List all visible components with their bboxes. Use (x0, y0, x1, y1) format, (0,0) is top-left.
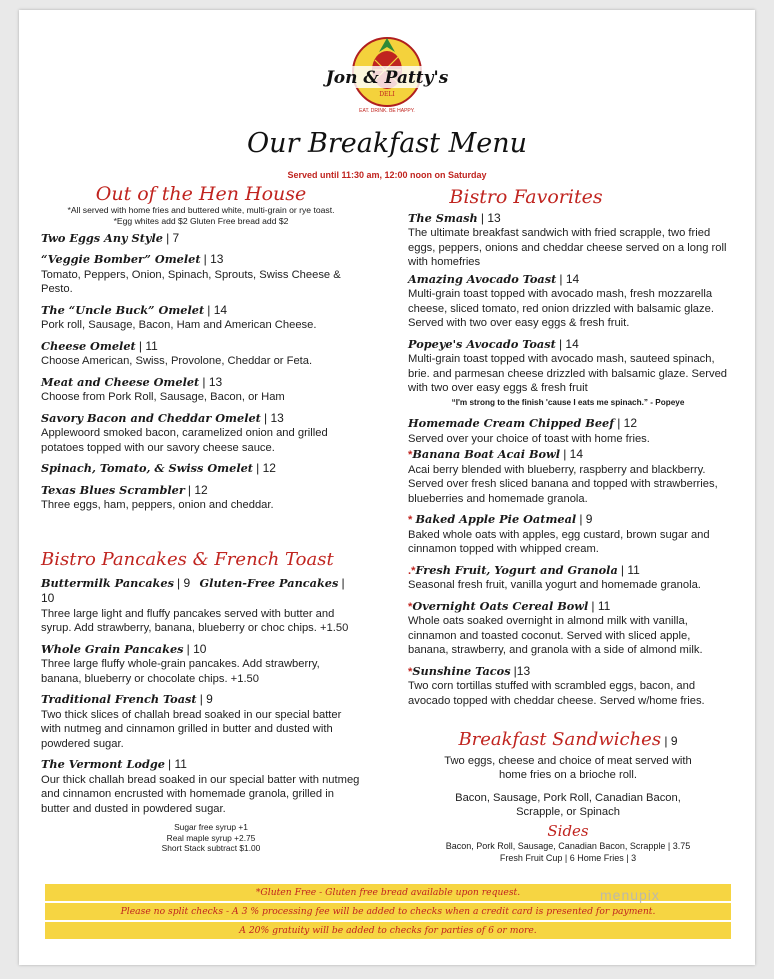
item-name: Banana Boat Acai Bowl (412, 447, 561, 461)
item-name: Buttermilk Pancakes (41, 575, 174, 590)
item-star: .* (408, 564, 416, 577)
item-name: Baked Apple Pie Oatmeal (415, 512, 577, 526)
item-star: * (408, 449, 413, 461)
item-price: 11 (145, 338, 158, 353)
item-desc: Baked whole oats with apples, egg custard, brown sugar and cinnamon topped with whipped cream. (408, 528, 710, 555)
sides-title: Sides (547, 821, 589, 840)
item-desc: Three large light and fluffy pancakes served with butter and syrup. Add strawberry, banana, blueberry or choc chips. +1.50 (41, 607, 349, 634)
item-name: Cheese Omelet (41, 338, 136, 353)
item-desc: Our thick challah bread soaked in our special batter with nutmeg and cinnamon encrusted with homemade granola, grilled in butter and dusted in powdered sugar. (41, 773, 360, 815)
item-name: The Vermont Lodge (41, 757, 165, 771)
item-price: 10 (193, 641, 207, 656)
restaurant-logo (325, 28, 449, 123)
watermark: menupix (600, 887, 660, 903)
sides-line: Fresh Fruit Cup | 6 Home Fries | 3 (499, 853, 637, 863)
item-price: 11 (597, 598, 611, 613)
item-price: 13 (208, 374, 223, 389)
extra-note: Sugar free syrup +1 (174, 822, 248, 832)
item-desc: Multi-grain toast topped with avocado mash, fresh mozzarella cheese, sliced tomato, red onion drizzled with balsamic glaze. Served with two over easy eggs & fresh fruit. (408, 288, 714, 329)
item-name: Spinach, Tomato, & Swiss Omelet (41, 461, 254, 475)
menu-item: Spinach, Tomato, & Swiss Omelet | 12 (41, 461, 276, 475)
item-price: 13 (487, 210, 501, 225)
menu-item: * Baked Apple Pie Oatmeal | 9 Baked whole oats with apples, egg custard, brown sugar and cinnamon topped with whipped cream. (408, 512, 728, 557)
pancakes-title: Bistro Pancakes & French Toast (41, 549, 334, 570)
sides-line: Bacon, Pork Roll, Sausage, Canadian Bacon, Scrapple | 3.75 (445, 841, 691, 851)
logo-name: Jon & Patty's (325, 68, 449, 88)
item-name: Savory Bacon and Cheddar Omelet (41, 410, 261, 425)
item-price: 13 (516, 663, 531, 678)
menu-item: .*Fresh Fruit, Yogurt and Granola | 11 Seasonal fresh fruit, vanilla yogurt and homemade granola. (408, 563, 728, 593)
served-hours: Served until 11:30 am, 12:00 noon on Saturday (287, 170, 487, 180)
extra-note: Real maple syrup +2.75 (166, 832, 256, 843)
menu-item: Amazing Avocado Toast | 14 Multi-grain toast topped with avocado mash, fresh mozzarella cheese, sliced tomato, red onion drizzled with balsamic glaze. Served with two over easy eggs & fresh fruit. (408, 272, 728, 331)
menu-item: The Vermont Lodge | 11 Our thick challah bread soaked in our special batter with nutmeg and cinnamon encrusted with homemade granola, grilled in butter and dusted in powdered sugar. (41, 757, 360, 815)
logo-tagline: EAT. DRINK. BE HAPPY. (359, 108, 415, 114)
item-desc: Applewoord smoked bacon, caramelized onion and grilled potatoes topped with our savory cheese sauce. (41, 427, 328, 454)
gluten-free-banner: *Gluten Free - Gluten free bread available upon request. (45, 884, 731, 901)
item-name: Popeye's Avocado Toast (408, 336, 556, 351)
split-checks-banner: Please no split checks - A 3 % processing fee will be added to checks when a credit card is presented for payment. (45, 903, 731, 920)
item-star: * (408, 514, 416, 526)
item-desc: Three eggs, ham, peppers, onion and cheddar. (41, 499, 274, 511)
item-price: 14 (565, 336, 579, 351)
item-desc: The ultimate breakfast sandwich with fried scrapple, two fried eggs, peppers, onions and cheddar cheese served on a long roll with homefries (408, 227, 727, 268)
quote-attribution: - Popeye (650, 397, 685, 407)
bistro-title: Bistro Favorites (449, 186, 603, 208)
hen-house-section (41, 183, 361, 513)
item-desc: Acai berry blended with blueberry, raspberry and blackberry. Served over fresh sliced banana and topped with strawberries, blueberries and homemade granola. (408, 463, 718, 505)
bistro-section (408, 186, 728, 708)
item-price: 7 (172, 230, 180, 245)
item-desc: Seasonal fresh fruit, vanilla yogurt and homemade granola. (408, 579, 701, 591)
menu-item: *Overnight Oats Cereal Bowl | 11 Whole oats soaked overnight in almond milk with vanilla, cinnamon and toasted coconut. Served with sliced apple, banana, strawberry, and granola with a side of almond milk. (408, 599, 728, 658)
item-desc: Two thick slices of challah bread soaked in our special batter with nutmeg and cinnamon grilled in butter and dusted with powdered sugar. (41, 708, 342, 750)
menu-item: *Sunshine Tacos |13 Two corn tortillas stuffed with scrambled eggs, bacon, and avocado topped with cheddar cheese. Served w/home fries. (408, 664, 728, 709)
item-price: 11 (174, 757, 187, 771)
sandwiches-price: 9 (670, 734, 678, 748)
item-price: 14 (569, 447, 583, 461)
item-name: Overnight Oats Cereal Bowl (412, 598, 589, 613)
menu-item: Traditional French Toast | 9 Two thick slices of challah bread soaked in our special batter with nutmeg and cinnamon grilled in butter and dusted with powdered sugar. (41, 692, 361, 751)
item-desc: Choose American, Swiss, Provolone, Cheddar or Feta. (41, 355, 313, 367)
popeye-quote (408, 396, 728, 411)
menu-item: Meat and Cheese Omelet | 13 Choose from Pork Roll, Sausage, Bacon, or Ham (41, 375, 361, 405)
item-desc: Pork roll, Sausage, Bacon, Ham and American Cheese. (41, 319, 317, 331)
item-name: Texas Blues Scrambler (41, 482, 185, 497)
menu-item: *Banana Boat Acai Bowl | 14 Acai berry blended with blueberry, raspberry and blackberry. Served over fresh sliced banana and topped with strawberries, blueberries and homemade granola. (408, 447, 728, 506)
item-price: 12 (262, 461, 276, 475)
item-desc: Multi-grain toast topped with avocado mash, sauteed spinach, brie. and parmesan cheese drizzled with balsamic glaze. Served with two over easy eggs & fresh fruit (408, 353, 728, 394)
item-name: Fresh Fruit, Yogurt and Granola (415, 562, 618, 577)
item-desc: Whole oats soaked overnight in almond milk with vanilla, cinnamon and toasted coconut. Served with sliced apple, banana, strawberry, and granola with a side of almond milk. (408, 615, 703, 656)
sandwiches-title: Breakfast Sandwiches (458, 729, 662, 750)
item-desc: Served over your choice of toast with home fries. (408, 432, 650, 445)
logo-sub: DELI (379, 91, 395, 98)
item-price: 14 (213, 302, 228, 317)
item-desc: Choose from Pork Roll, Sausage, Bacon, or Ham (41, 391, 285, 403)
item-name: Meat and Cheese Omelet (41, 374, 200, 389)
item-name: Two Eggs Any Style (41, 230, 163, 245)
menu-item: Cheese Omelet | 11 Choose American, Swiss, Provolone, Cheddar or Feta. (41, 339, 361, 369)
menu-item: Popeye's Avocado Toast | 14 Multi-grain toast topped with avocado mash, sauteed spinach, brie. and parmesan cheese drizzled with balsamic glaze. Served with two over easy eggs & fresh fruit “I'm strong to the finish 'cause I eats me spinach.” - Popeye (408, 337, 728, 411)
item-price: 13 (270, 410, 284, 425)
menu-item: The Smash | 13 The ultimate breakfast sandwich with fried scrapple, two fried eggs, peppers, onions and cheddar cheese served on a long roll with homefries (408, 210, 727, 268)
item-star: * (408, 600, 413, 613)
item-price: 10 (41, 591, 55, 605)
item-price: 12 (194, 482, 208, 497)
item-desc: Tomato, Peppers, Onion, Spinach, Sprouts, Swiss Cheese & Pesto. (41, 268, 341, 295)
sandwiches-meats: Bacon, Sausage, Pork Roll, Canadian Bacon, Scrapple, or Spinach (455, 791, 681, 818)
sandwiches-desc: Two eggs, cheese and choice of meat served with home fries on a brioche roll. (444, 754, 692, 781)
menu-item: The “Uncle Buck” Omelet | 14 Pork roll, Sausage, Bacon, Ham and American Cheese. (41, 303, 361, 333)
menu-item: Savory Bacon and Cheddar Omelet | 13 Applewoord smoked bacon, caramelized onion and grilled potatoes topped with our savory cheese sauce. (41, 411, 361, 456)
item-name: Gluten-Free Pancakes (199, 575, 339, 590)
item-price: 13 (210, 252, 224, 266)
menu-item: Two Eggs Any Style | 7 (41, 230, 180, 245)
hen-house-title: Out of the Hen House (95, 183, 307, 205)
item-price: 9 (585, 512, 593, 526)
item-star: * (408, 665, 413, 678)
item-name: Homemade Cream Chipped Beef (408, 416, 615, 430)
item-price: 12 (623, 416, 637, 430)
quote-text: “I'm strong to the finish 'cause I eats me spinach.” (451, 397, 648, 407)
menu-item: Whole Grain Pancakes | 10 Three large fluffy whole-grain pancakes. Add strawberry, banana, blueberry or chocolate chips. +1.50 (41, 642, 361, 687)
item-name: Whole Grain Pancakes (41, 641, 184, 656)
item-name: The “Uncle Buck” Omelet (41, 302, 205, 317)
item-name: Traditional French Toast (41, 692, 197, 706)
item-name: Sunshine Tacos (412, 663, 511, 678)
page-title: Our Breakfast Menu (247, 128, 527, 159)
item-name: Amazing Avocado Toast (408, 271, 557, 286)
item-price: 9 (206, 692, 213, 706)
pancakes-section (41, 549, 361, 854)
sandwiches-section: Breakfast Sandwiches | 9 Two eggs, cheese and choice of meat served with home fries on a brioche roll. Bacon, Sausage, Pork Roll, Canadian Bacon, Scrapple, or Spinach Sides Bacon, Pork Roll, Sausage, Canadian Bacon, Scrapple | 3.75 Fresh Fruit Cup | 6 Home Fries | 3 (408, 733, 728, 864)
menu-item: Homemade Cream Chipped Beef | 12 Served over your choice of toast with home fries. (408, 416, 728, 446)
item-name: The Smash (408, 210, 478, 225)
item-name: “Veggie Bomber” Omelet (41, 252, 201, 266)
item-price: 9 (183, 575, 191, 590)
gratuity-banner: A 20% gratuity will be added to checks for parties of 6 or more. (45, 922, 731, 939)
item-price: 14 (565, 271, 580, 286)
hen-house-note: *Egg whites add $2 Gluten Free bread add $2 (113, 215, 289, 226)
item-desc: Three large fluffy whole-grain pancakes. Add strawberry, banana, blueberry or chocolate chips. +1.50 (41, 658, 320, 685)
menu-item: Texas Blues Scrambler | 12 Three eggs, ham, peppers, onion and cheddar. (41, 483, 361, 513)
extra-note: Short Stack subtract $1.00 (161, 843, 261, 853)
menu-item: “Veggie Bomber” Omelet | 13 Tomato, Peppers, Onion, Spinach, Sprouts, Swiss Cheese & Pesto. (41, 252, 361, 297)
item-desc: Two corn tortillas stuffed with scrambled eggs, bacon, and avocado topped with cheddar cheese. Served w/home fries. (408, 680, 705, 707)
hen-house-note: *All served with home fries and buttered white, multi-grain or rye toast. (67, 204, 335, 215)
item-price: 11 (627, 562, 640, 577)
menu-item: Buttermilk Pancakes | 9 Gluten-Free Pancakes | 10 Three large light and fluffy pancakes served with butter and syrup. Add strawberry, banana, blueberry or choc chips. +1.50 (41, 576, 361, 636)
